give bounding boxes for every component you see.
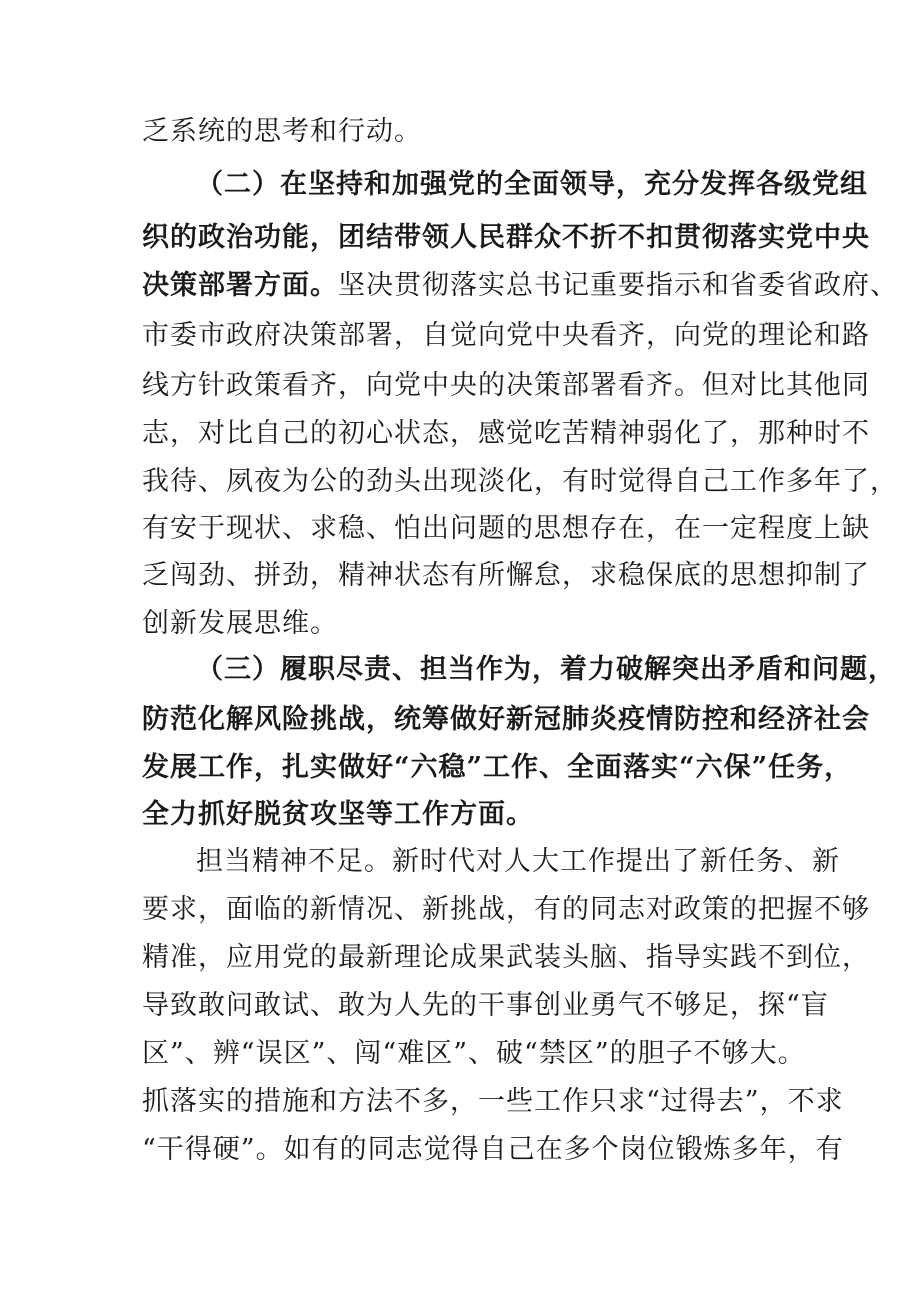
text-segment: 担当精神不足。新时代对人大工作提出了新任务、新 bbox=[196, 846, 840, 877]
text-line bbox=[142, 414, 870, 454]
text-line bbox=[142, 938, 870, 978]
text-segment: 我待、夙夜为公的劲头出现淡化，有时觉得自己工作多年了， bbox=[142, 466, 898, 497]
heading-segment: 决策部署方面。 bbox=[142, 270, 338, 301]
heading-segment: 全力抓好脱贫攻坚等工作方面。 bbox=[142, 799, 534, 830]
text-segment: 区”、辨“误区”、闯“难区”、破“禁区”的胆子不够大。 bbox=[142, 1038, 806, 1069]
heading-segment: （二）在坚持和加强党的全面领导，充分发挥各级党组 bbox=[196, 169, 868, 200]
text-line bbox=[142, 112, 802, 152]
text-line bbox=[142, 986, 829, 1026]
text-segment: 创新发展思维。 bbox=[142, 608, 338, 639]
section-heading-line bbox=[196, 650, 896, 690]
text-line bbox=[142, 556, 870, 596]
text-segment: 坚决贯彻落实总书记重要指示和省委省政府、 bbox=[338, 270, 898, 301]
section-heading-line bbox=[142, 748, 853, 788]
heading-segment: 防范化解风险挑战，统筹做好新冠肺炎疫情防控和经济社会 bbox=[142, 704, 870, 735]
section-heading-line bbox=[142, 795, 802, 835]
text-segment: 市委市政府决策部署，自觉向党中央看齐，向党的理论和路 bbox=[142, 320, 870, 351]
heading-segment: 发展工作，扎实做好“六稳”工作、全面落实“六保”任务， bbox=[142, 752, 853, 783]
text-segment: 抓落实的措施和方法不多，一些工作只求“过得去”，不求 bbox=[142, 1086, 844, 1117]
text-line bbox=[142, 462, 898, 502]
text-line bbox=[142, 316, 870, 356]
text-segment: 线方针政策看齐，向党中央的决策部署看齐。但对比其他同 bbox=[142, 370, 870, 401]
text-line bbox=[196, 842, 840, 882]
section-heading-line bbox=[196, 165, 868, 205]
text-segment: 精准，应用党的最新理论成果武装头脑、指导实践不到位， bbox=[142, 942, 870, 973]
text-line bbox=[142, 604, 802, 644]
text-line bbox=[142, 1082, 844, 1122]
text-segment: 乏系统的思考和行动。 bbox=[142, 116, 422, 147]
text-segment: 导致敢问敢试、敢为人先的干事创业勇气不够足，探“盲 bbox=[142, 990, 829, 1021]
section-heading-line bbox=[142, 218, 870, 258]
heading-segment: （三）履职尽责、担当作为，着力破解突出矛盾和问题， bbox=[196, 654, 896, 685]
text-line bbox=[142, 1034, 806, 1074]
text-line bbox=[142, 1130, 844, 1170]
mixed-line bbox=[142, 266, 898, 306]
text-segment: “干得硬”。如有的同志觉得自己在多个岗位锻炼多年，有 bbox=[142, 1134, 844, 1165]
text-line bbox=[142, 509, 870, 549]
text-segment: 志，对比自己的初心状态，感觉吃苦精神弱化了，那种时不 bbox=[142, 418, 870, 449]
heading-segment: 织的政治功能，团结带领人民群众不折不扣贯彻落实党中央 bbox=[142, 222, 870, 253]
section-heading-line bbox=[142, 700, 870, 740]
text-segment: 有安于现状、求稳、怕出问题的思想存在，在一定程度上缺 bbox=[142, 513, 870, 544]
text-line bbox=[142, 366, 870, 406]
text-line bbox=[142, 890, 870, 930]
text-segment: 乏闯劲、拼劲，精神状态有所懈怠，求稳保底的思想抑制了 bbox=[142, 560, 870, 591]
text-segment: 要求，面临的新情况、新挑战，有的同志对政策的把握不够 bbox=[142, 894, 870, 925]
